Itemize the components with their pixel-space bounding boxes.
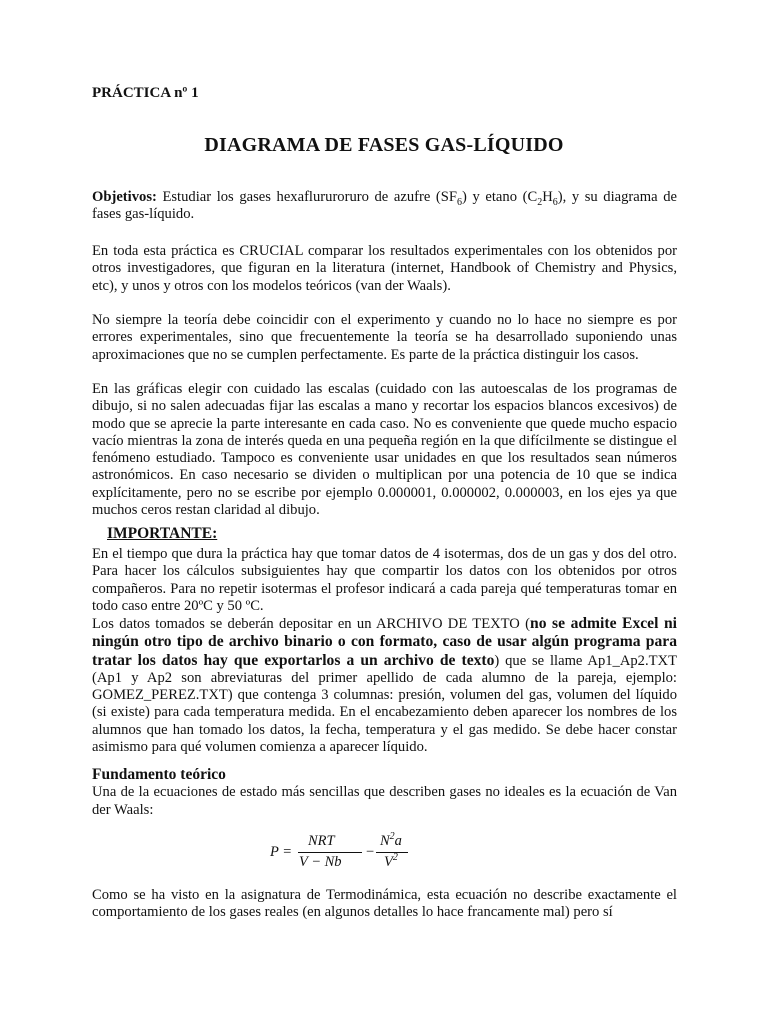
fraction-bar-1 [298, 852, 362, 853]
formula-minus: − [366, 844, 375, 860]
objectives-label: Objetivos: [92, 189, 157, 205]
fundamento-section [92, 766, 677, 819]
paragraph-archivo [92, 615, 677, 756]
archivo-text-a: Los datos tomados se deberán depositar en un ARCHIVO DE TEXTO ( [92, 616, 531, 632]
paragraph-isotermas: En el tiempo que dura la práctica hay que tomar datos de 4 isotermas, dos de un gas y dos del otro. Para hacer los cálculos subsiguientes hay que compartir los datos con los obtenidos por otros compañeros. Para no repetir isotermas el profesor indicará a cada pareja qué temperaturas tomar en todo caso entre 20ºC y 50 ºC. [92, 546, 677, 614]
paragraph-teoria: No siempre la teoría debe coincidir con el experimento y cuando no lo hace no siempre es por errores experimentales, sino que frecuentemente la teoría se ha desarrollado suponiendo unas aproximaciones que no se cumplen perfectamente. Es parte de la práctica distinguir los casos. [92, 312, 677, 363]
formula-numerator-2 [380, 833, 402, 850]
formula-lhs: P = [270, 844, 293, 860]
van-der-waals-equation [270, 833, 400, 873]
formula-a: a [394, 833, 402, 849]
archivo-text-c: ) que se llame Ap1_Ap2.TXT (Ap1 y Ap2 son abreviaturas del primer apellido de cada alumno de la pareja, ejemplo: GOMEZ_PEREZ.TXT) que contenga 3 columnas: presión, volumen del gas, volumen del líquido (si existe) para cada temperatura medida. En el encabezamiento deben aparecer los nombres de los alumnos que han tomado los datos, la fecha, temperatura y el gas medido. Se debe hacer constar asimismo para qué volumen comienza a aparecer líquido. [92, 652, 677, 756]
document-title: DIAGRAMA DE FASES GAS-LÍQUIDO [204, 134, 564, 156]
objectives-sub-1: 6 [457, 196, 463, 208]
objectives-text-3: H [542, 189, 553, 205]
archivo-bold-text: no se admite Excel ni ningún otro tipo de archivo binario o con formato, caso de usar algún programa para tratar los datos hay que exportarlos a un archivo de texto [92, 615, 677, 669]
objectives-sub-2: 2 [537, 196, 543, 208]
fundamento-heading: Fundamento teórico [92, 766, 226, 783]
formula-denominator-1: V − Nb [299, 854, 342, 870]
formula-n: N [380, 833, 390, 849]
objectives-text-4: ), y su diagrama de fases gas-líquido. [92, 189, 677, 223]
objectives-text-1: Estudiar los gases hexaflururoruro de azufre (SF [156, 189, 458, 205]
objectives-paragraph [92, 189, 677, 224]
practice-number: PRÁCTICA nº 1 [92, 85, 199, 101]
formula-denominator-2 [384, 854, 398, 871]
formula-v: V [384, 854, 393, 870]
paragraph-graficas: En las gráficas elegir con cuidado las escalas (cuidado con las autoescalas de los programas de dibujo, si no salen adecuadas fijar las escalas a mano y recortar los espacios blancos excesivos) de modo que se aprecie la parte interesante en cada caso. No es conveniente que quede mucho espacio vacío mientras la zona de interés queda en una pequeña región en la que difícilmente se distingue el fenómeno estudiado. Tampoco es conveniente usar unidades en que los resultados sean números astronómicos. En caso necesario se dividen o multiplican por una potencia de 10 que se indica explícitamente, pero no se escribe por ejemplo 0.000001, 0.000002, 0.000003, en los ejes ya que muchos ceros restan claridad al dibujo. [92, 381, 677, 519]
formula-n-exp: 2 [389, 831, 395, 843]
objectives-text-2: ) y etano (C [462, 189, 538, 205]
fundamento-text: Una de la ecuaciones de estado más sencillas que describen gases no ideales es la ecuación de Van der Waals: [92, 784, 677, 818]
objectives-sub-3: 6 [552, 196, 558, 208]
paragraph-crucial: En toda esta práctica es CRUCIAL comparar los resultados experimentales con los obtenidos por otros investigadores, que figuran en la literatura (internet, Handbook of Chemistry and Physics, etc), y unos y otros con los modelos teóricos (van der Waals). [92, 243, 677, 294]
formula-numerator-1: NRT [308, 833, 335, 849]
importante-heading: IMPORTANTE: [107, 525, 218, 542]
formula-v-exp: 2 [392, 852, 398, 864]
paragraph-termodinamica: Como se ha visto en la asignatura de Termodinámica, esta ecuación no describe exactamente el comportamiento de los gases reales (en algunos detalles lo hace francamente mal) pero sí [92, 887, 677, 921]
